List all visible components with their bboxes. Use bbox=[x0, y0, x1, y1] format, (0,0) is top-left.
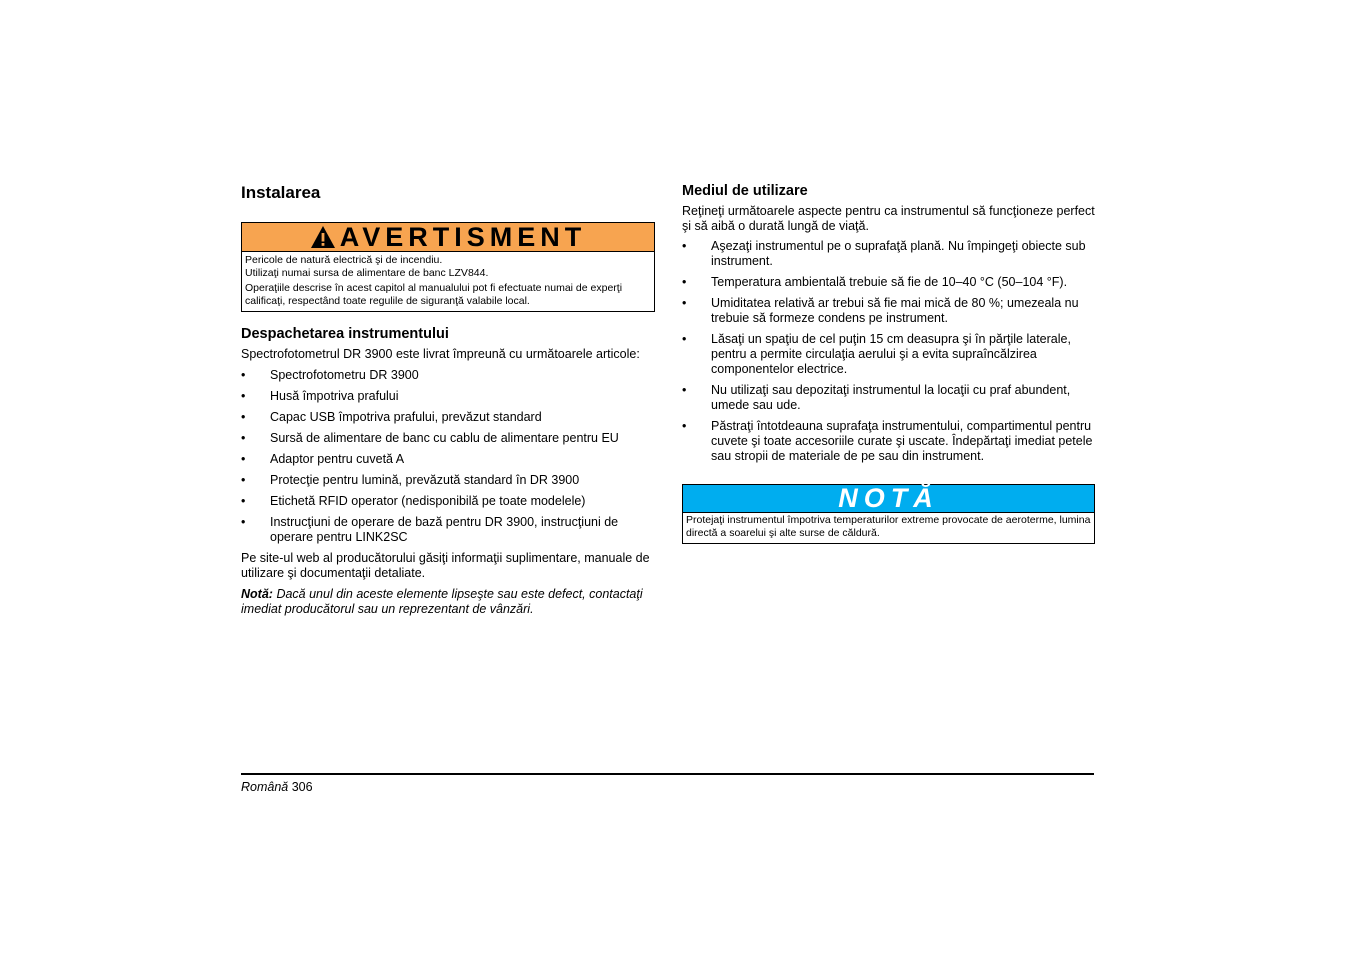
section-heading-environment: Mediul de utilizare bbox=[682, 183, 808, 199]
warning-line-1 bbox=[245, 254, 651, 280]
list-item: • Spectrofotometru DR 3900 bbox=[241, 368, 655, 383]
warning-box bbox=[241, 222, 655, 312]
left-column bbox=[241, 182, 655, 617]
footer bbox=[241, 780, 313, 795]
note-header bbox=[683, 485, 1094, 513]
list-item: • Umiditatea relativă ar trebui să fie mai mică de 80 %; umezeala nu trebuie să formeze condens pe instrument. bbox=[682, 296, 1095, 326]
list-item: • Husă împotriva prafului bbox=[241, 389, 655, 404]
list-item: • Protecţie pentru lumină, prevăzută standard în DR 3900 bbox=[241, 473, 655, 488]
note-text: Dacă unul din aceste elemente lipseşte sau este defect, contactaţi imediat producătorul sau un reprezentant de vânzări. bbox=[241, 587, 643, 616]
list-item: • Capac USB împotriva prafului, prevăzut standard bbox=[241, 410, 655, 425]
list-item: • Etichetă RFID operator (nedisponibilă pe toate modelele) bbox=[241, 494, 655, 509]
list-item: • Sursă de alimentare de banc cu cablu de alimentare pentru EU bbox=[241, 431, 655, 446]
unpack-list bbox=[241, 368, 655, 545]
footer-divider bbox=[241, 773, 1094, 775]
section-heading-installation: Instalarea bbox=[241, 183, 321, 202]
list-item: • Adaptor pentru cuvetă A bbox=[241, 452, 655, 467]
list-item: • Nu utilizaţi sau depozitaţi instrumentul la locaţii cu praf abundent, umede sau ude. bbox=[682, 383, 1095, 413]
page-number: 306 bbox=[291, 780, 313, 794]
warning-body bbox=[242, 252, 654, 311]
list-item: • Aşezaţi instrumentul pe o suprafaţă plană. Nu împingeţi obiecte sub instrument. bbox=[682, 239, 1095, 269]
environment-list bbox=[682, 239, 1095, 464]
warning-text: Pericole de natură electrică şi de incendiu. bbox=[245, 254, 443, 266]
web-info-text: Pe site-ul web al producătorului găsiţi informaţii suplimentare, manuale de utilizare şi documentaţii detaliate. bbox=[241, 551, 650, 580]
note-title: NOTĂ bbox=[838, 483, 939, 513]
warning-text: Utilizaţi numai sursa de alimentare de banc LZV844. bbox=[245, 267, 489, 279]
warning-line-2: Operaţiile descrise în acest capitol al manualului pot fi efectuate numai de experţi calificaţi, respectând toate regulile de siguranţă valabile local. bbox=[245, 282, 623, 307]
list-item: • Păstraţi întotdeauna suprafaţa instrumentului, compartimentul pentru cuvete şi toate accesoriile curate şi uscate. Îndepărtaţi imediat petele sau stropii de materiale de pe sau din instrument. bbox=[682, 419, 1095, 464]
right-column bbox=[682, 182, 1095, 544]
list-item: • Temperatura ambientală trebuie să fie de 10–40 °C (50–104 °F). bbox=[682, 275, 1095, 290]
warning-triangle-icon bbox=[310, 225, 336, 249]
warning-title: AVERTISMENT bbox=[339, 222, 587, 252]
note-box bbox=[682, 484, 1095, 544]
list-item: • Lăsaţi un spaţiu de cel puţin 15 cm deasupra şi în părţile laterale, pentru a permite circulaţia aerului şi a evita supraîncălzirea componentelor electrice. bbox=[682, 332, 1095, 377]
list-item: • Instrucţiuni de operare de bază pentru DR 3900, instrucţiuni de operare pentru LINK2SC bbox=[241, 515, 655, 545]
environment-intro: Reţineţi următoarele aspecte pentru ca instrumentul să funcţioneze perfect şi să aibă o durată lungă de viaţă. bbox=[682, 204, 1095, 233]
subsection-heading-unpacking: Despachetarea instrumentului bbox=[241, 326, 449, 342]
unpack-intro: Spectrofotometrul DR 3900 este livrat împreună cu următoarele articole: bbox=[241, 347, 640, 361]
note-label: Notă: bbox=[241, 587, 273, 601]
warning-header bbox=[242, 223, 654, 252]
note-paragraph bbox=[241, 587, 655, 617]
footer-language: Română bbox=[241, 780, 289, 794]
note-body: Protejaţi instrumentul împotriva temperaturilor extreme provocate de aeroterme, lumina directă a soarelui şi alte surse de căldură. bbox=[686, 514, 1091, 539]
